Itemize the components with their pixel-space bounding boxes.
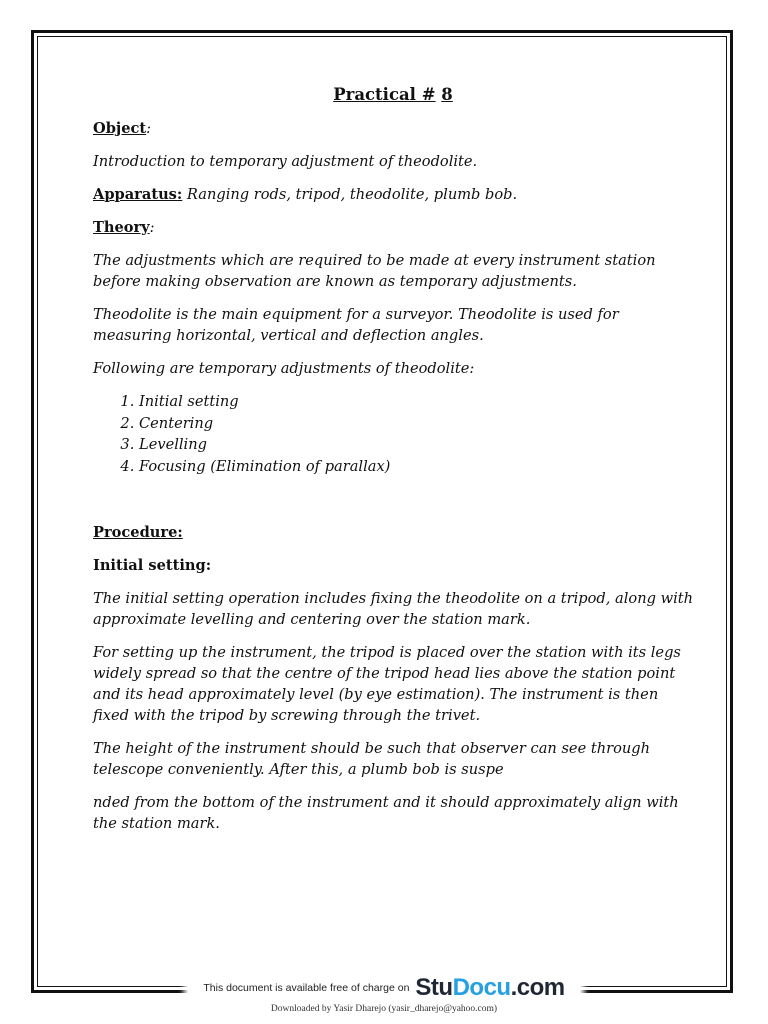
object-text: Introduction to temporary adjustment of theodolite. [93,153,478,170]
page-title [93,84,693,105]
apparatus-text: Ranging rods, tripod, theodolite, plumb bob. [182,186,518,203]
procedure-heading: Procedure: [93,524,183,541]
theory-colon: : [149,219,155,236]
procedure-paragraph-1: The initial setting operation includes fixing the theodolite on a tripod, along with approximate levelling and centering over the station mark. [93,590,694,628]
document-body [93,84,693,846]
object-heading-line [93,118,693,139]
spacer [93,489,693,522]
theory-paragraph-3: Following are temporary adjustments of theodolite: [93,360,475,377]
apparatus-heading: Apparatus: [93,186,183,203]
title-number: 8 [441,85,453,104]
download-notice: Downloaded by Yasir Dharejo (yasir_dharejo@yahoo.com) [270,1004,498,1014]
title-prefix: Practical # [333,85,436,104]
list-item: 2. Centering [139,413,693,435]
availability-text: This document is available free of charge on [203,982,410,994]
procedure-paragraph-3: The height of the instrument should be such that observer can see through telescope conveniently. After this, a plumb bob is suspe [93,740,651,778]
object-colon: : [146,120,152,137]
apparatus-line [93,184,693,205]
studocu-logo[interactable] [415,974,564,1002]
list-item: 4. Focusing (Elimination of parallax) [139,456,693,478]
theory-heading: Theory [93,219,150,236]
theory-paragraph-1: The adjustments which are required to be made at every instrument station before making observation are known as temporary adjustments. [93,252,656,290]
theory-paragraph-2: Theodolite is the main equipment for a surveyor. Theodolite is used for measuring horizontal, vertical and deflection angles. [93,306,619,344]
object-heading: Object [93,120,147,137]
initial-setting-heading: Initial setting: [93,557,212,574]
procedure-paragraph-2: For setting up the instrument, the tripod is placed over the station with its legs widely spread so that the centre of the tripod head lies above the station point and its head approximately level (by eye estimation). The instrument is then fixed with the tripod by screwing through the trivet. [93,644,681,724]
list-item: 3. Levelling [139,434,693,456]
studocu-banner[interactable] [188,970,580,1006]
theory-heading-line [93,217,693,238]
list-item: 1. Initial setting [139,391,693,413]
adjustments-list [93,391,693,477]
brand-com: .com [510,974,565,1001]
brand-stu: Stu [415,974,453,1001]
brand-docu: Docu [452,974,511,1001]
procedure-paragraph-4: nded from the bottom of the instrument and it should approximately align with the station mark. [93,794,679,832]
